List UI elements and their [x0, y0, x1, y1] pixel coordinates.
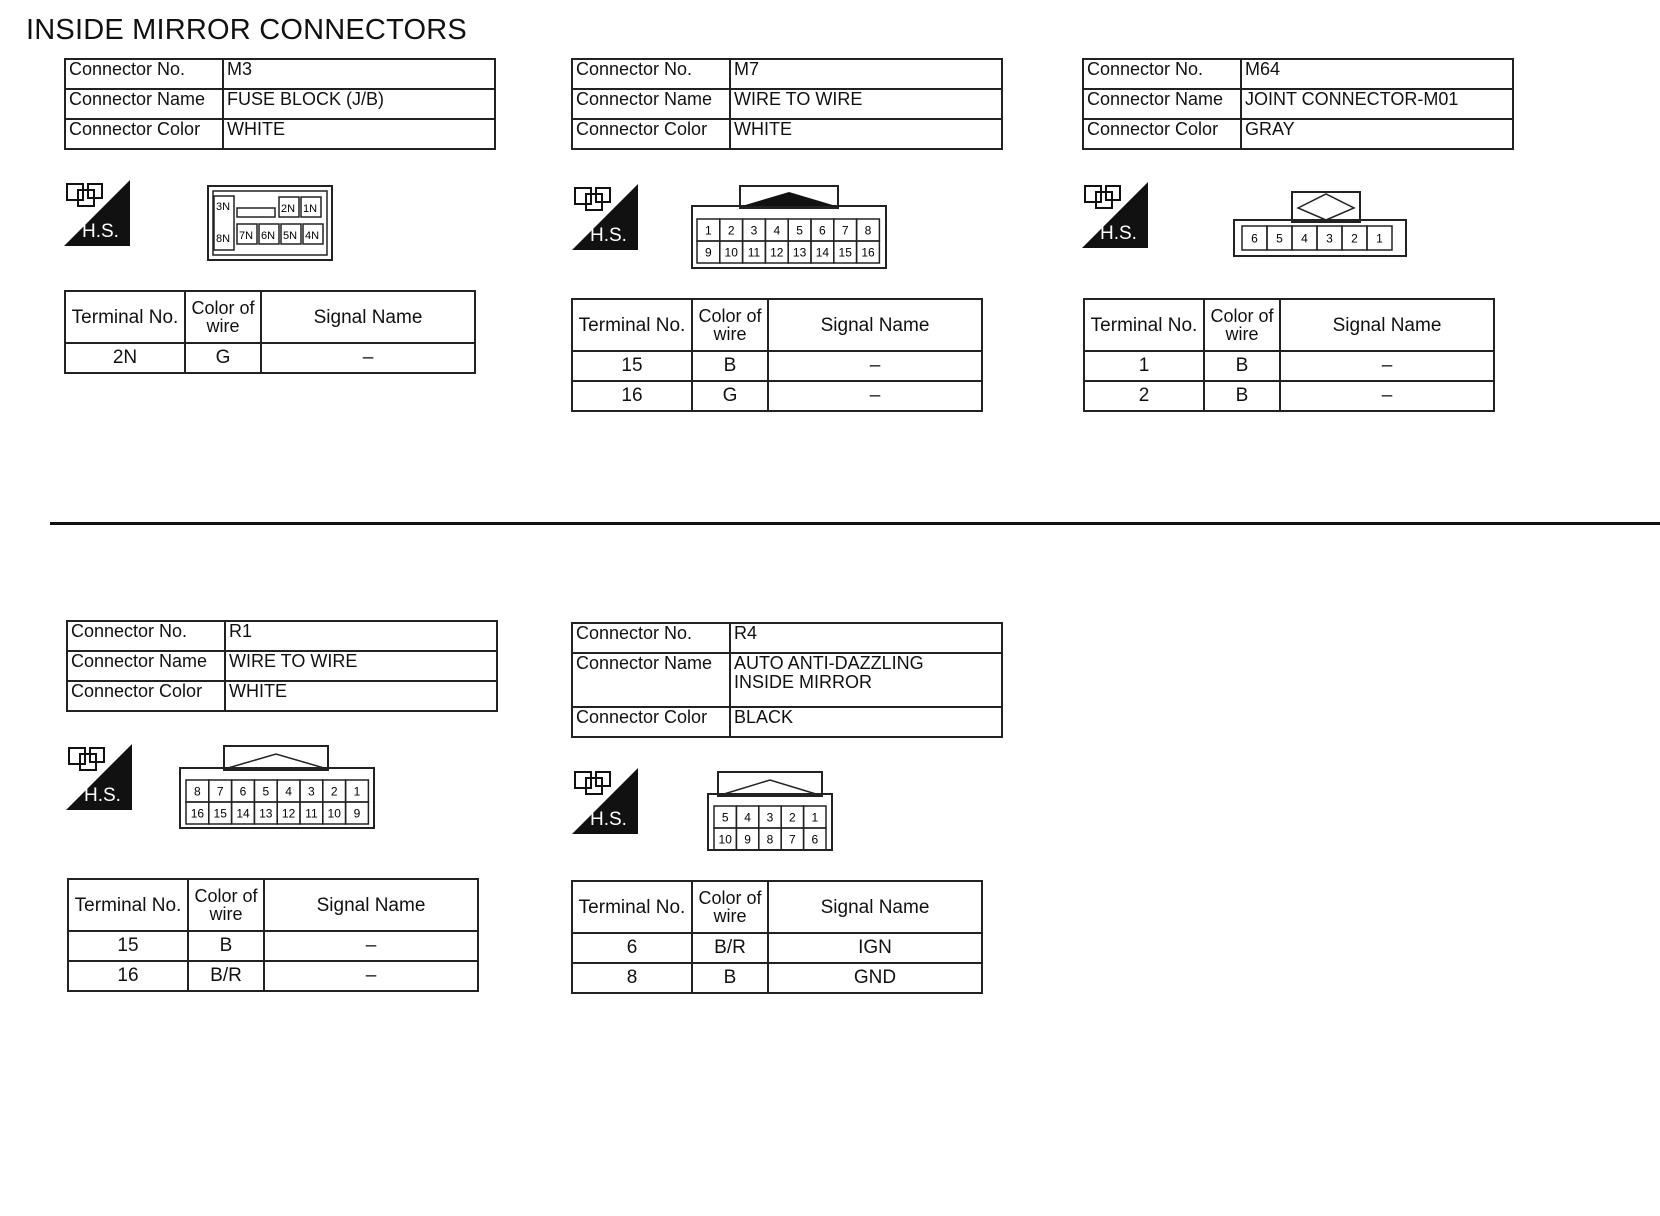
pin-label: 10	[718, 832, 732, 847]
wire-color-header: Color of wire	[692, 881, 768, 933]
terminal-cell: 8	[572, 963, 692, 993]
connector-no-label: Connector No.	[1083, 59, 1241, 89]
pin-label: 8N	[216, 233, 231, 245]
pin-label: 5	[262, 784, 270, 799]
connector-face-r4	[706, 770, 834, 852]
pin-label: 15	[213, 806, 227, 821]
connector-no-value: M64	[1241, 59, 1513, 89]
pin-label: 3	[750, 223, 758, 238]
connector-info-m7	[571, 58, 1003, 150]
pin-label: 7N	[239, 230, 254, 242]
pin-label: 4	[773, 223, 781, 238]
pin-label: 1	[705, 223, 712, 238]
wire-color-cell: B	[692, 351, 768, 381]
wire-color-cell: B/R	[692, 933, 768, 963]
connector-info-m3	[64, 58, 496, 150]
hs-label: H.S.	[1100, 223, 1137, 244]
connector-color-value: GRAY	[1241, 119, 1513, 149]
terminal-cell: 15	[572, 351, 692, 381]
connector-name-label: Connector Name	[67, 651, 225, 681]
pin-label: 9	[705, 245, 712, 260]
connector-face-m3	[205, 184, 335, 264]
pin-label: 14	[236, 806, 250, 821]
harness-side-icon	[1082, 182, 1148, 248]
pin-label: 13	[792, 245, 807, 260]
connector-color-value: WHITE	[730, 119, 1002, 149]
terminal-no-header: Terminal No.	[572, 881, 692, 933]
pin-label: 14	[815, 245, 830, 260]
connector-info-r1	[66, 620, 498, 712]
connector-no-label: Connector No.	[65, 59, 223, 89]
pin-label: 7	[216, 784, 224, 799]
pin-label: 1	[1376, 231, 1383, 246]
pin-label: 13	[259, 806, 273, 821]
terminal-table-m7	[571, 298, 983, 412]
wire-color-header: Color of wire	[185, 291, 261, 343]
connector-face-r1	[178, 744, 376, 830]
pin-label: 3	[308, 784, 315, 799]
pin-label: 4N	[305, 230, 320, 242]
terminal-no-header: Terminal No.	[68, 879, 188, 931]
connector-color-label: Connector Color	[67, 681, 225, 711]
pin-label: 16	[190, 806, 205, 821]
connector-no-label: Connector No.	[572, 59, 730, 89]
table-row	[68, 931, 478, 961]
connector-color-label: Connector Color	[1083, 119, 1241, 149]
pin-label: 4	[285, 784, 292, 799]
connector-name-label: Connector Name	[572, 89, 730, 119]
harness-side-icon	[64, 180, 130, 246]
pin-label: 4	[1301, 231, 1308, 246]
pin-label: 11	[747, 245, 761, 260]
pin-label: 2	[789, 810, 796, 825]
pin-label: 3N	[216, 201, 231, 213]
pin-label: 8	[766, 832, 774, 847]
terminal-table-r1	[67, 878, 479, 992]
signal-cell: –	[264, 961, 478, 991]
wire-color-cell: B	[1204, 351, 1280, 381]
signal-cell: –	[1280, 381, 1494, 411]
pin-label: 15	[838, 245, 852, 260]
pin-label: 6	[239, 784, 247, 799]
harness-side-icon	[572, 184, 638, 250]
pin-label: 9	[744, 832, 751, 847]
connector-color-label: Connector Color	[572, 119, 730, 149]
connector-name-label: Connector Name	[572, 653, 730, 707]
terminal-cell: 2	[1084, 381, 1204, 411]
harness-side-icon	[66, 744, 132, 810]
wire-color-cell: B	[692, 963, 768, 993]
pin-label: 8	[864, 223, 872, 238]
pin-label: 11	[305, 806, 318, 821]
terminal-cell: 16	[572, 381, 692, 411]
connector-name-label: Connector Name	[65, 89, 223, 119]
terminal-cell: 1	[1084, 351, 1204, 381]
table-row	[572, 963, 982, 993]
pin-label: 8	[194, 784, 201, 799]
connector-no-label: Connector No.	[67, 621, 225, 651]
wire-color-cell: B	[1204, 381, 1280, 411]
signal-name-header: Signal Name	[261, 291, 475, 343]
pin-label: 1	[811, 810, 819, 825]
table-row	[572, 381, 982, 411]
hs-label: H.S.	[82, 221, 119, 242]
table-row	[1084, 351, 1494, 381]
hs-label: H.S.	[590, 809, 627, 830]
terminal-no-header: Terminal No.	[1084, 299, 1204, 351]
wire-color-cell: G	[185, 343, 261, 373]
hs-label: H.S.	[590, 225, 627, 246]
terminal-no-header: Terminal No.	[572, 299, 692, 351]
connector-color-value: WHITE	[223, 119, 495, 149]
terminal-cell: 6	[572, 933, 692, 963]
pin-label: 7	[789, 832, 796, 847]
pin-label: 6	[819, 223, 826, 238]
harness-side-icon	[572, 768, 638, 834]
connector-no-value: M7	[730, 59, 1002, 89]
pin-label: 6	[811, 832, 819, 847]
pin-label: 2	[330, 784, 338, 799]
connector-no-value: R4	[730, 623, 1002, 653]
pin-label: 7	[841, 223, 849, 238]
connector-name-value: JOINT CONNECTOR-M01	[1241, 89, 1513, 119]
connector-no-value: R1	[225, 621, 497, 651]
terminal-cell: 15	[68, 931, 188, 961]
table-row	[68, 961, 478, 991]
section-divider	[50, 522, 1660, 525]
wire-color-cell: B/R	[188, 961, 264, 991]
signal-cell: –	[1280, 351, 1494, 381]
table-row	[1084, 381, 1494, 411]
pin-label: 4	[744, 810, 751, 825]
connector-face-m7	[690, 184, 890, 270]
table-row	[572, 933, 982, 963]
pin-label: 12	[281, 806, 296, 821]
wire-color-header: Color of wire	[692, 299, 768, 351]
signal-cell: GND	[768, 963, 982, 993]
pin-label: 5	[721, 810, 729, 825]
terminal-table-m3	[64, 290, 476, 374]
connector-color-value: BLACK	[730, 707, 1002, 737]
connector-info-m64	[1082, 58, 1514, 150]
connector-color-label: Connector Color	[65, 119, 223, 149]
connector-name-value: AUTO ANTI-DAZZLING INSIDE MIRROR	[730, 653, 1002, 707]
pin-label: 2	[727, 223, 735, 238]
signal-name-header: Signal Name	[264, 879, 478, 931]
connector-face-m64	[1232, 190, 1408, 258]
signal-name-header: Signal Name	[768, 881, 982, 933]
signal-cell: –	[264, 931, 478, 961]
pin-label: 2N	[281, 203, 296, 215]
pin-label: 10	[724, 245, 738, 260]
connector-color-label: Connector Color	[572, 707, 730, 737]
pin-label: 6N	[261, 230, 276, 242]
terminal-cell: 2N	[65, 343, 185, 373]
terminal-table-r4	[571, 880, 983, 994]
pin-label: 1N	[303, 203, 318, 215]
pin-label: 12	[770, 245, 784, 260]
connector-name-value: WIRE TO WIRE	[225, 651, 497, 681]
signal-cell: –	[768, 381, 982, 411]
pin-label: 3	[766, 810, 774, 825]
wire-color-cell: B	[188, 931, 264, 961]
terminal-no-header: Terminal No.	[65, 291, 185, 343]
pin-label: 9	[353, 806, 361, 821]
connector-color-value: WHITE	[225, 681, 497, 711]
terminal-cell: 16	[68, 961, 188, 991]
pin-label: 5	[796, 223, 803, 238]
pin-label: 5N	[283, 230, 298, 242]
pin-label: 3	[1326, 231, 1333, 246]
signal-name-header: Signal Name	[768, 299, 982, 351]
pin-label: 5	[1276, 231, 1283, 246]
connector-no-label: Connector No.	[572, 623, 730, 653]
table-row	[65, 343, 475, 373]
pin-label: 10	[327, 806, 341, 821]
signal-name-header: Signal Name	[1280, 299, 1494, 351]
pin-label: 16	[861, 245, 875, 260]
page-title: INSIDE MIRROR CONNECTORS	[26, 14, 467, 46]
terminal-table-m64	[1083, 298, 1495, 412]
wire-color-cell: G	[692, 381, 768, 411]
pin-label: 2	[1351, 231, 1358, 246]
wire-color-header: Color of wire	[188, 879, 264, 931]
connector-no-value: M3	[223, 59, 495, 89]
signal-cell: –	[261, 343, 475, 373]
connector-name-label: Connector Name	[1083, 89, 1241, 119]
connector-name-value: FUSE BLOCK (J/B)	[223, 89, 495, 119]
signal-cell: –	[768, 351, 982, 381]
pin-label: 6	[1251, 231, 1258, 246]
table-row	[572, 351, 982, 381]
connector-info-r4	[571, 622, 1003, 738]
hs-label: H.S.	[84, 785, 121, 806]
wire-color-header: Color of wire	[1204, 299, 1280, 351]
pin-label: 1	[353, 784, 361, 799]
signal-cell: IGN	[768, 933, 982, 963]
connector-name-value: WIRE TO WIRE	[730, 89, 1002, 119]
